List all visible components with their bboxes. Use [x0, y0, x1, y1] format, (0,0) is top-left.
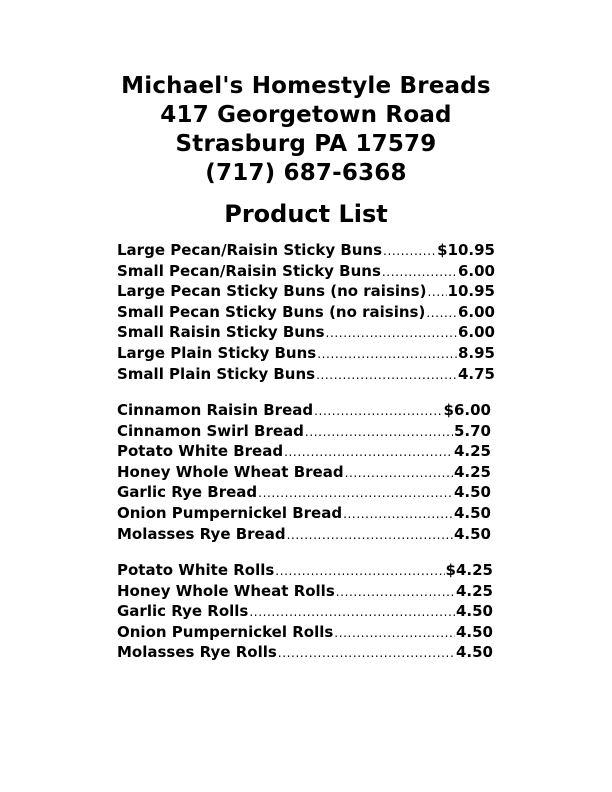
product-price: 10.95: [447, 282, 495, 301]
product-price: 4.50: [455, 643, 493, 662]
product-row: [117, 281, 495, 302]
product-price: 4.75: [457, 364, 495, 383]
rolls-section: [117, 560, 493, 663]
business-header: [0, 72, 612, 188]
product-row: [117, 622, 493, 643]
product-name: Molasses Rye Bread: [117, 524, 286, 543]
dot-leader: [336, 582, 455, 603]
dot-leader: [275, 561, 444, 582]
product-price: 4.25: [453, 442, 491, 461]
product-row: [117, 581, 493, 602]
product-name: Small Pecan Sticky Buns (no raisins): [117, 302, 426, 321]
product-price: 4.25: [453, 462, 491, 481]
dot-leader: [382, 262, 457, 283]
sticky-buns-section: [117, 240, 495, 384]
dot-leader: [343, 504, 453, 525]
product-price: 4.25: [455, 581, 493, 600]
dot-leader: [317, 344, 457, 365]
product-row: [117, 503, 491, 524]
product-name: Onion Pumpernickel Bread: [117, 503, 343, 522]
product-name: Potato White Bread: [117, 442, 284, 461]
dot-leader: [426, 303, 457, 324]
product-row: [117, 261, 495, 282]
product-name: Small Pecan/Raisin Sticky Buns: [117, 261, 381, 280]
product-name: Honey Whole Wheat Bread: [117, 462, 344, 481]
product-price: 8.95: [457, 343, 495, 362]
product-name: Onion Pumpernickel Rolls: [117, 622, 334, 641]
product-name: Large Pecan Sticky Buns (no raisins): [117, 282, 427, 301]
product-row: [117, 462, 491, 483]
product-price: 6.00: [457, 261, 495, 280]
product-price: 6.00: [457, 302, 495, 321]
page-title: Product List: [224, 200, 388, 228]
product-row: [117, 400, 491, 421]
product-row: [117, 441, 491, 462]
dot-leader: [345, 463, 453, 484]
product-price: 4.50: [455, 602, 493, 621]
dot-leader: [305, 422, 453, 443]
dot-leader: [284, 442, 453, 463]
product-name: Potato White Rolls: [117, 561, 275, 579]
city-state-zip: Strasburg PA 17579: [175, 131, 437, 157]
product-name: Cinnamon Swirl Bread: [117, 421, 304, 440]
product-price: 4.50: [453, 503, 491, 522]
street-address: 417 Georgetown Road: [160, 102, 452, 128]
product-name: Cinnamon Raisin Bread: [117, 401, 314, 419]
dot-leader: [427, 282, 446, 303]
business-name: Michael's Homestyle Breads: [121, 73, 491, 99]
breads-section: [117, 400, 491, 544]
product-price: $10.95: [437, 241, 495, 259]
product-price: 4.50: [455, 622, 493, 641]
dot-leader: [316, 365, 457, 386]
dot-leader: [383, 241, 436, 262]
product-name: Garlic Rye Rolls: [117, 602, 249, 621]
product-name: Garlic Rye Bread: [117, 483, 258, 502]
product-row: [117, 482, 491, 503]
product-row: [117, 560, 493, 581]
product-name: Small Plain Sticky Buns: [117, 364, 316, 383]
product-row: [117, 642, 493, 663]
dot-leader: [314, 401, 442, 422]
product-name: Molasses Rye Rolls: [117, 643, 277, 662]
product-price: 4.50: [453, 524, 491, 543]
phone-number: (717) 687-6368: [205, 160, 407, 186]
product-row: [117, 302, 495, 323]
product-name: Small Raisin Sticky Buns: [117, 323, 325, 342]
dot-leader: [258, 483, 453, 504]
product-price: 4.50: [453, 483, 491, 502]
dot-leader: [334, 623, 455, 644]
product-name: Large Plain Sticky Buns: [117, 343, 317, 362]
dot-leader: [278, 643, 455, 664]
product-row: [117, 364, 495, 385]
product-price: $4.25: [445, 561, 493, 579]
dot-leader: [287, 525, 453, 546]
product-name: Large Pecan/Raisin Sticky Buns: [117, 241, 383, 259]
dot-leader: [326, 323, 457, 344]
product-row: [117, 240, 495, 261]
product-name: Honey Whole Wheat Rolls: [117, 581, 335, 600]
product-row: [117, 343, 495, 364]
product-price: $6.00: [443, 401, 491, 419]
product-row: [117, 601, 493, 622]
product-price: 5.70: [453, 421, 491, 440]
product-row: [117, 421, 491, 442]
product-price: 6.00: [457, 323, 495, 342]
product-row: [117, 524, 491, 545]
dot-leader: [249, 602, 455, 623]
product-row: [117, 322, 495, 343]
